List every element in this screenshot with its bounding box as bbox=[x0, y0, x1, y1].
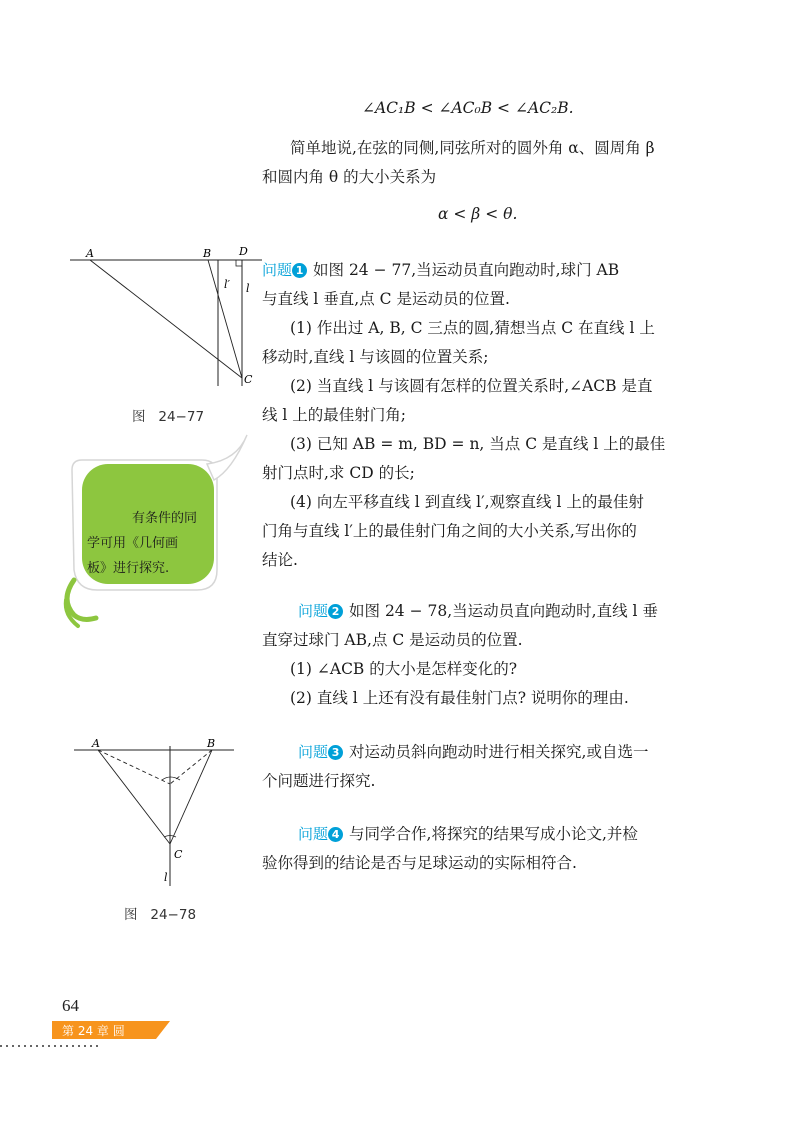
label-l: l bbox=[164, 871, 168, 884]
q3-label: 问题 bbox=[298, 743, 329, 761]
angle-arc-upper bbox=[162, 777, 180, 780]
right-angle-mark bbox=[236, 260, 242, 266]
q1-text-1: 如图 24 − 77,当运动员直向跑动时,球门 AB bbox=[313, 261, 620, 279]
segment-bc-solid bbox=[170, 750, 212, 844]
q2-text-1: 如图 24 − 78,当运动员直向跑动时,直线 l 垂 bbox=[349, 602, 658, 620]
sidebar-note-line-2: 学可用《几何画 bbox=[87, 536, 179, 551]
label-b: B bbox=[203, 247, 212, 260]
sidebar-note-line-1: 有条件的同 bbox=[132, 511, 198, 526]
figure-24-77 bbox=[66, 244, 266, 394]
angle-chain: ∠AC₁B < ∠AC₀B < ∠AC₂B. bbox=[362, 99, 574, 117]
q1-line-2: 与直线 l 垂直,点 C 是运动员的位置. bbox=[262, 290, 510, 308]
q1-line-10: 门角与直线 l′上的最佳射门角之间的大小关系,写出你的 bbox=[262, 522, 637, 540]
label-l-prime: l′ bbox=[224, 278, 231, 291]
caption-24-78: 图 24−78 bbox=[124, 907, 197, 923]
label-c: C bbox=[174, 848, 183, 861]
segment-ac bbox=[90, 260, 242, 378]
page-number: 64 bbox=[62, 996, 79, 1015]
q4-text-1: 与同学合作,将探究的结果写成小论文,并检 bbox=[349, 825, 638, 843]
q1-line-11: 结论. bbox=[262, 551, 298, 569]
q1-line-5: (2) 当直线 l 与该圆有怎样的位置关系时,∠ACB 是直 bbox=[290, 377, 653, 395]
q1-line-9: (4) 向左平移直线 l 到直线 l′,观察直线 l 上的最佳射 bbox=[290, 493, 644, 511]
segment-bc-dashed bbox=[170, 750, 212, 784]
chapter-label: 第 24 章 圆 bbox=[62, 1024, 125, 1038]
q4-line-2: 验你得到的结论是否与足球运动的实际相符合. bbox=[262, 854, 577, 872]
label-l: l bbox=[246, 282, 250, 295]
segment-ac-dashed bbox=[98, 750, 170, 784]
label-d: D bbox=[239, 245, 248, 258]
q1-line-4: 移动时,直线 l 与该圆的位置关系; bbox=[262, 348, 489, 366]
q3-line-2: 个问题进行探究. bbox=[262, 772, 376, 790]
q1-line-3: (1) 作出过 A, B, C 三点的圆,猜想当点 C 在直线 l 上 bbox=[290, 319, 655, 337]
q1-line-8: 射门点时,求 CD 的长; bbox=[262, 464, 415, 482]
q1-line-6: 线 l 上的最佳射门角; bbox=[262, 406, 407, 424]
q4-line-1 bbox=[298, 820, 746, 849]
footer-dotted-rule bbox=[0, 1044, 100, 1048]
summary-line-1: 简单地说,在弦的同侧,同弦所对的圆外角 α、圆周角 β bbox=[290, 139, 655, 157]
q2-line-3: (1) ∠ACB 的大小是怎样变化的? bbox=[290, 660, 518, 678]
q1-number: 1 bbox=[292, 263, 307, 278]
label-c: C bbox=[244, 373, 253, 386]
sidebar-note-line-3: 板》进行探究. bbox=[87, 561, 170, 576]
q2-line-1 bbox=[298, 597, 746, 626]
q3-text-1: 对运动员斜向跑动时进行相关探究,或自选一 bbox=[349, 743, 649, 761]
summary-line-2: 和圆内角 θ 的大小关系为 bbox=[262, 168, 437, 186]
q2-label: 问题 bbox=[298, 602, 329, 620]
inequality: α < β < θ. bbox=[438, 205, 518, 223]
figure-24-78 bbox=[66, 736, 246, 896]
caption-24-77: 图 24−77 bbox=[132, 409, 205, 425]
q4-number: 4 bbox=[328, 827, 343, 842]
q2-line-4: (2) 直线 l 上还有没有最佳射门点? 说明你的理由. bbox=[290, 689, 629, 707]
q1-label: 问题 bbox=[262, 261, 293, 279]
q3-number: 3 bbox=[328, 745, 343, 760]
q1-line-1 bbox=[262, 256, 710, 285]
q1-line-7: (3) 已知 AB = m, BD = n, 当点 C 是直线 l 上的最佳 bbox=[290, 435, 666, 453]
q2-number: 2 bbox=[328, 604, 343, 619]
q3-line-1 bbox=[298, 738, 746, 767]
label-a: A bbox=[92, 737, 100, 750]
segment-ac-solid bbox=[98, 750, 170, 844]
q4-label: 问题 bbox=[298, 825, 329, 843]
label-a: A bbox=[86, 247, 94, 260]
q2-line-2: 直穿过球门 AB,点 C 是运动员的位置. bbox=[262, 631, 523, 649]
label-b: B bbox=[207, 737, 216, 750]
